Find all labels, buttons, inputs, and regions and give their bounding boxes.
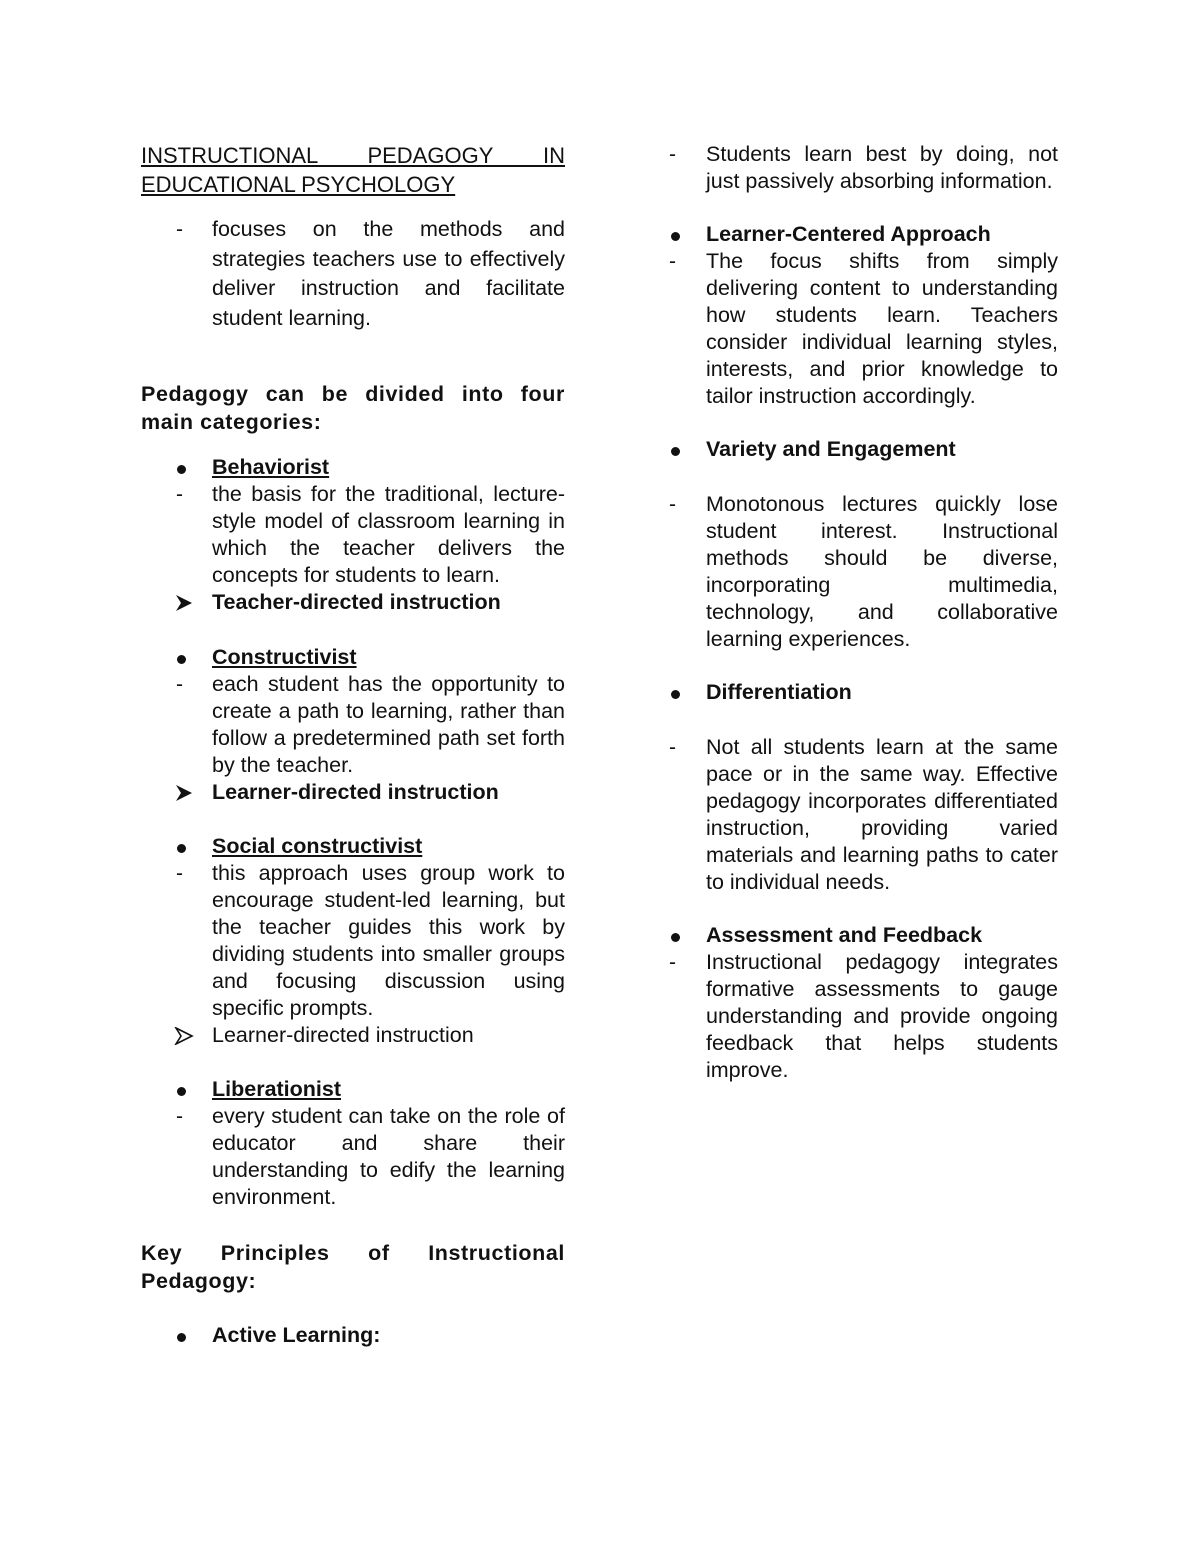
bullet-dot-icon — [177, 1087, 186, 1096]
bullet-dot-icon — [177, 1333, 186, 1342]
dash-marker: - — [669, 143, 676, 166]
document-title — [141, 141, 565, 199]
dash-marker: - — [669, 736, 676, 759]
dash-marker: - — [176, 218, 183, 241]
category-item-behaviorist — [141, 454, 565, 481]
principle-name: Differentiation — [706, 680, 852, 704]
category-name: Constructivist — [212, 645, 357, 669]
title-line-1: INSTRUCTIONAL PEDAGOGY IN — [141, 143, 565, 168]
principles-heading-line-2: Pedagogy: — [141, 1269, 257, 1293]
principles-heading-line-1: Key Principles of Instructional — [141, 1241, 565, 1265]
principle-name: Variety and Engagement — [706, 437, 956, 461]
principle-description-text: Students learn best by doing, not just passively absorbing information. — [706, 142, 1058, 193]
intro-text: focuses on the methods and strategies teachers use to effectively deliver instruction and facilitate student learning. — [212, 217, 565, 330]
principle-description-text: The focus shifts from simply delivering content to understanding how students learn. Teachers consider individual learning styles, interests, and prior knowledge to tailor instruction accordingly. — [706, 249, 1058, 408]
category-name: Behaviorist — [212, 455, 330, 479]
category-instruction-text: Learner-directed instruction — [212, 1023, 474, 1047]
category-name: Liberationist — [212, 1077, 342, 1101]
dash-marker: - — [669, 493, 676, 516]
category-description-text: the basis for the traditional, lecture-style model of classroom learning in which the teacher delivers the concepts for students to learn. — [212, 482, 565, 587]
dash-marker: - — [176, 673, 183, 696]
principle-description-text: Monotonous lectures quickly lose student interest. Instructional methods should be diverse, incorporating multimedia, technology, and collaborative learning experiences. — [706, 492, 1058, 651]
principle-description-text: Instructional pedagogy integrates formative assessments to gauge understanding and provide ongoing feedback that helps students improve. — [706, 950, 1058, 1082]
category-description — [141, 671, 565, 779]
principle-description-text: Not all students learn at the same pace or in the same way. Effective pedagogy incorporates differentiated instruction, providing varied materials and learning paths to cater to individual needs. — [706, 735, 1058, 894]
bullet-dot-icon — [671, 232, 680, 241]
category-description — [141, 481, 565, 589]
principle-description — [667, 734, 1058, 896]
bullet-dot-icon — [177, 465, 186, 474]
principle-name: Learner-Centered Approach — [706, 222, 991, 246]
title-line-2: EDUCATIONAL PSYCHOLOGY — [141, 172, 456, 197]
arrow-bullet-icon — [174, 594, 194, 612]
categories-heading-line-2: main categories: — [141, 410, 322, 434]
principle-name: Assessment and Feedback — [706, 923, 983, 947]
bullet-dot-icon — [177, 844, 186, 853]
dash-marker: - — [669, 951, 676, 974]
principle-item-variety — [667, 436, 1058, 463]
principle-description — [667, 248, 1058, 410]
principle-item-differentiation — [667, 679, 1058, 706]
dash-marker: - — [176, 483, 183, 506]
principle-name: Active Learning: — [212, 1323, 381, 1347]
left-column — [141, 141, 565, 1349]
principle-description — [667, 141, 1058, 195]
category-item-liberationist — [141, 1076, 565, 1103]
principle-item-assessment — [667, 922, 1058, 949]
arrow-bullet-icon — [174, 784, 194, 802]
category-description-text: every student can take on the role of educator and share their understanding to edify the learning environment. — [212, 1104, 565, 1209]
dash-marker: - — [669, 250, 676, 273]
right-column — [667, 141, 1058, 1084]
bullet-dot-icon — [177, 655, 186, 664]
category-instruction — [141, 589, 565, 616]
arrow-bullet-icon — [174, 1027, 194, 1045]
intro-item — [141, 215, 565, 333]
category-name: Social constructivist — [212, 834, 423, 858]
principle-item-learner-centered — [667, 221, 1058, 248]
principle-description — [667, 949, 1058, 1084]
category-item-social-constructivist — [141, 833, 565, 860]
category-description — [141, 1103, 565, 1211]
dash-marker: - — [176, 862, 183, 885]
principle-description — [667, 491, 1058, 653]
category-instruction — [141, 1022, 565, 1049]
category-instruction-text: Learner-directed instruction — [212, 780, 499, 804]
category-description-text: this approach uses group work to encourage student-led learning, but the teacher guides this work by dividing students into smaller groups and focusing discussion using specific prompts. — [212, 861, 565, 1020]
principle-item-active-learning — [141, 1322, 565, 1349]
category-instruction — [141, 779, 565, 806]
categories-heading — [141, 380, 565, 436]
category-description — [141, 860, 565, 1022]
category-description-text: each student has the opportunity to create a path to learning, rather than follow a predetermined path set forth by the teacher. — [212, 672, 565, 777]
dash-marker: - — [176, 1105, 183, 1128]
categories-heading-line-1: Pedagogy can be divided into four — [141, 382, 565, 406]
bullet-dot-icon — [671, 690, 680, 699]
principles-heading — [141, 1239, 565, 1295]
category-instruction-text: Teacher-directed instruction — [212, 590, 501, 614]
bullet-dot-icon — [671, 933, 680, 942]
category-item-constructivist — [141, 644, 565, 671]
bullet-dot-icon — [671, 447, 680, 456]
